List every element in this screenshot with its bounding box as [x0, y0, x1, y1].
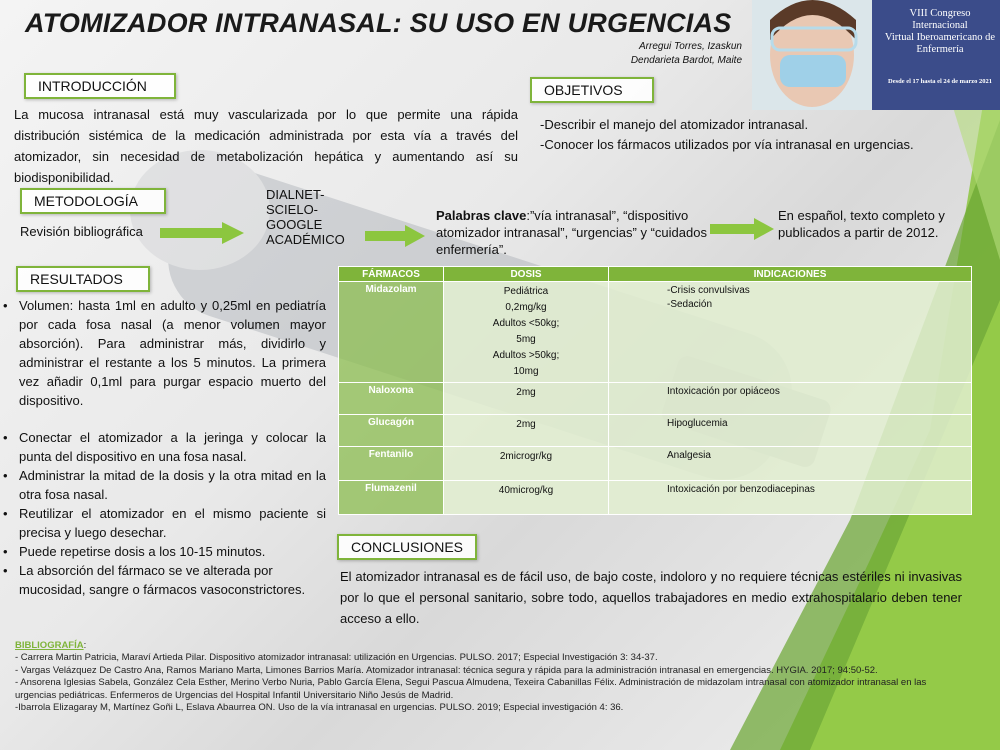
drug-indications: Analgesia — [609, 447, 972, 481]
authors — [560, 40, 742, 68]
resultado-item: • Administrar la mitad de la dosis y la otra mitad en la otra fosa nasal. — [0, 466, 326, 504]
table-row — [339, 447, 972, 481]
drug-indications: Intoxicación por benzodiacepinas — [609, 481, 972, 515]
congress-line-2: Virtual Iberoamericano de — [884, 32, 996, 43]
objetivos-list — [540, 115, 914, 155]
drug-name: Flumazenil — [339, 481, 444, 515]
resultado-item: • Conectar el atomizador a la jeringa y colocar la punta del dispositivo en una fosa nasal. — [0, 428, 326, 466]
drug-dose: 2microgr/kg — [444, 447, 609, 481]
column-header-farmacos: FÁRMACOS — [339, 267, 444, 282]
drug-dose: 2mg — [444, 415, 609, 447]
column-header-dosis: DOSIS — [444, 267, 609, 282]
keywords-label: Palabras clave — [436, 208, 527, 223]
congress-line-3: Enfermería — [916, 44, 964, 55]
poster-title: ATOMIZADOR INTRANASAL: SU USO EN URGENCIAS — [25, 8, 732, 38]
drug-name: Glucagón — [339, 415, 444, 447]
table-header-row — [339, 267, 972, 282]
resultado-item: • Volumen: hasta 1ml en adulto y 0,25ml en pediatría por cada fosa nasal (a menor volumen mayor absorción). Para administrar más, dividirlo y administrar el restante a los 5 minutos. La primera vez añadir 0,1ml para purgar espacio muerto del dispositivo. — [0, 296, 326, 410]
column-header-indicaciones: INDICACIONES — [609, 267, 972, 282]
drug-indications: Intoxicación por opiáceos — [609, 383, 972, 415]
congress-banner-photo — [752, 0, 1000, 110]
resultados-list — [0, 296, 326, 599]
database-item: GOOGLE — [266, 217, 323, 232]
drug-dose: 40microg/kg — [444, 481, 609, 515]
drug-indications: -Crisis convulsivas -Sedación — [609, 282, 972, 383]
database-item: DIALNET- — [266, 187, 325, 202]
conclusiones-text: El atomizador intranasal es de fácil uso, de bajo coste, indoloro y no requiere técnicas estériles ni invasivas por lo que el personal sanitario, sobre todo, aquellos trabajadores en medio extrahospitalario deben tener acceso a ello. — [340, 569, 962, 626]
table-row — [339, 415, 972, 447]
reference-item: - Ansorena Iglesias Sabela, González Cela Esther, Merino Verbo Nuria, Pablo García Elena, Segui Pascua Almudena, Texeira Cabanillas Félix. Administración de midazolam intranasal con atomizador intranasal en las urgencias pediátricas. Enfermeros de Urgencias del Hospital Infantil Universitario Niño Jesús de Madrid. — [15, 677, 927, 701]
metodologia-filters: En español, texto completo y publicados a partir de 2012. — [778, 208, 945, 240]
objetivo-item: -Conocer los fármacos utilizados por vía intranasal en urgencias. — [540, 137, 914, 152]
objetivos-heading: OBJETIVOS — [530, 77, 654, 103]
arrow-right-icon — [365, 225, 425, 247]
drug-dose: 2mg — [444, 383, 609, 415]
author-1: Arregui Torres, Izaskun — [638, 41, 742, 52]
congress-line-1: VIII Congreso Internacional — [909, 8, 971, 31]
resultado-item: • La absorción del fármaco se ve alterada por mucosidad, sangre o fármacos vasoconstrictores. — [0, 561, 326, 599]
introduccion-text: La mucosa intranasal está muy vascularizada por lo que permite una rápida distribución sistémica de la medicación administrada por esta vía a través del atomizador, sin necesidad de metabolización hepática y aumentando así su biodisponibilidad. — [14, 107, 518, 185]
objetivo-item: -Describir el manejo del atomizador intranasal. — [540, 117, 809, 132]
drug-name: Midazolam — [339, 282, 444, 383]
database-item: SCIELO- — [266, 202, 319, 217]
reference-item: -Ibarrola Elizagaray M, Martínez Goñi L, Eslava Abaurrea ON. Uso de la vía intranasal en urgencias. PULSO. 2019; Especial investigación 4: 36. — [15, 702, 624, 714]
conclusiones-heading: CONCLUSIONES — [337, 534, 477, 560]
drug-name: Fentanilo — [339, 447, 444, 481]
table-row — [339, 383, 972, 415]
resultados-heading: RESULTADOS — [16, 266, 150, 292]
reference-item: - Carrera Martin Patricia, Maraví Artieda Pilar. Dispositivo atomizador intranasal: utilización en Urgencias. PULSO. 2017; Especial Investigación 3: 34-37. — [15, 652, 658, 664]
metodologia-databases — [266, 187, 345, 247]
congress-dates: Desde el 17 hasta el 24 de marzo 2021 — [888, 78, 992, 85]
table-row — [339, 282, 972, 383]
author-2: Dendarieta Bardot, Maite — [630, 55, 742, 66]
congress-info — [882, 8, 998, 86]
drugs-table — [338, 266, 972, 515]
arrow-right-icon — [160, 222, 244, 244]
introduccion-heading: INTRODUCCIÓN — [24, 73, 176, 99]
metodologia-keywords — [436, 207, 716, 258]
drug-indications: Hipoglucemia — [609, 415, 972, 447]
resultado-item: • Reutilizar el atomizador en el mismo paciente si precisa y luego desechar. — [0, 504, 326, 542]
resultado-item: • Puede repetirse dosis a los 10-15 minutos. — [0, 542, 326, 561]
drug-name: Naloxona — [339, 383, 444, 415]
table-row — [339, 481, 972, 515]
bibliografia: BIBLIOGRAFÍA: - Carrera Martin Patricia, Maraví Artieda Pilar. Dispositivo atomizador intranasal: utilización en Urgencias. PULSO. 2017; Especial Investigación 3: 34-37. - Vargas Velázquez De Castro Ana, Ramos Mariano Marta, Limones Barrios María. Atomizador intranasal: técnica segura y rápida para la administración intranasal en emergencias. HYGIA. 2017; 94:50-52. - Ansorena Iglesias Sabela, González Cela Esther, Merino Verbo Nuria, Pablo García Elena, Segui Pascua Almudena, Texeira Cabanillas Félix. Administración de midazolam intranasal con atomizador intranasal en las urgencias pediátricas. Enfermeros de Urgencias del Hospital Infantil Universitario Niño Jesús de Madrid. -Ibarrola Elizagaray M, Martínez Goñi L, Eslava Abaurrea ON. Uso de la vía intranasal en urgencias. PULSO. 2019; Especial investigación 4: 36. — [15, 640, 965, 714]
keywords-text: :”vía intranasal”, “dispositivo atomizador intranasal”, “urgencias” y “cuidados enfermería”. — [436, 208, 707, 257]
database-item: ACADÉMICO — [266, 232, 345, 247]
drug-dose: Pediátrica 0,2mg/kg Adultos <50kg; 5mg Adultos >50kg; 10mg — [444, 282, 609, 383]
metodologia-heading: METODOLOGÍA — [20, 188, 166, 214]
metodologia-step-review: Revisión bibliográfica — [20, 224, 143, 239]
bibliografia-heading: BIBLIOGRAFÍA — [15, 640, 84, 651]
arrow-right-icon — [710, 218, 774, 240]
reference-item: - Vargas Velázquez De Castro Ana, Ramos Mariano Marta, Limones Barrios María. Atomizador intranasal: técnica segura y rápida para la administración intranasal en emergencias. HYGIA. 2017; 94:50-52. — [15, 664, 878, 676]
